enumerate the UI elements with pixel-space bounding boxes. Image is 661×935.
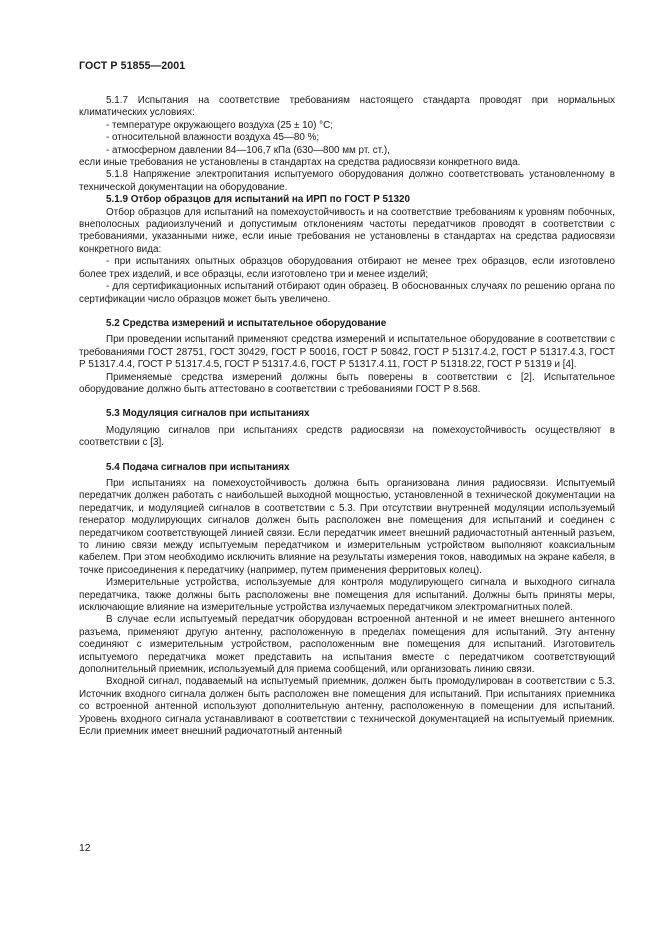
heading-5-2: 5.2 Средства измерений и испытательное оборудование: [106, 317, 387, 329]
heading-5-3: 5.3 Модуляция сигналов при испытаниях: [106, 408, 310, 420]
list-item: - для сертификационных испытаний отбирают один образец. В обоснованных случаях по решению органа по сертификации число образцов может быть увеличено.: [79, 281, 615, 305]
paragraph-5-1-7-tail: если иные требования не установлены в стандартах на средства радиосвязи конкретного вида.: [79, 157, 521, 169]
paragraph-5-4-radio-link: При испытаниях на помехоустойчивость должна быть организована линия радиосвязи. Испытуемый передатчик должен работать с наибольшей выходной мощностью, установленной в технической документации на передатчик, и модуляцией сигналов в соответствии с 5.3. При отсутствии внутренней модуляции используемый генератор модулирующих сигналов должен быть расположен вне помещения для испытаний и соединен с передатчиком соответствующей линией связи. Если передатчик имеет внешний радиочастотный антенный разъем, то линию связи между испытуемым передатчиком и измерительным устройством выполняют коаксиальным кабелем. При этом необходимо исключить влияние на результаты измерения токов, наводимых на экране кабеля, в точке присоединения к передатчику (например, путем применения ферритовых колец).: [79, 477, 615, 576]
document-header: ГОСТ Р 51855—2001: [79, 60, 186, 72]
paragraph-5-1-8: 5.1.8 Напряжение электропитания испытуемого оборудования должно соответствовать установленному в технической документации на оборудование.: [79, 169, 615, 193]
heading-5-4: 5.4 Подача сигналов при испытаниях: [106, 461, 290, 473]
heading-5-1-9: 5.1.9 Отбор образцов для испытаний на ИРП по ГОСТ Р 51320: [106, 194, 410, 206]
paragraph-5-2-standards: При проведении испытаний применяют средства измерений и испытательное оборудование в соответствии с требованиями ГОСТ 28751, ГОСТ 30429, ГОСТ Р 50016, ГОСТ Р 50842, ГОСТ Р 51317.4.2, ГОСТ Р 51317.4.3, ГОСТ Р 51317.4.4, ГОСТ Р 51317.4.5, ГОСТ Р 51317.4.6, ГОСТ Р 51317.4.11, ГОСТ Р 51318.22, ГОСТ Р 51319 и [4].: [79, 334, 615, 371]
list-item: - температуре окружающего воздуха (25 ± 10) °С;: [106, 119, 333, 131]
paragraph-5-3: Модуляцию сигналов при испытаниях средств радиосвязи на помехоустойчивость осуществляют в соответствии с [3].: [79, 424, 615, 449]
list-item: - при испытаниях опытных образцов оборудования отбирают не менее трех образцов, если изготовлено более трех изделий, и все образцы, если изготовлено три и менее изделий;: [79, 256, 615, 280]
paragraph-5-4-input-signal: Входной сигнал, подаваемый на испытуемый приемник, должен быть промодулирован в соответствии с 5.3. Источник входного сигнала должен быть расположен вне помещения для испытаний. При испытаниях приемника со встроенной антенной используют дополнительную антенну, расположенную в помещении для испытаний. Уровень входного сигнала устанавливают в соответствии с технической документацией на испытуемый приемник. Если приемник имеет внешний радиочатотный антенный: [79, 676, 615, 738]
paragraph-5-4-built-in-antenna: В случае если испытуемый передатчик оборудован встроенной антенной и не имеет внешнего антенного разъема, применяют другую антенну, расположенную в пределах помещения для испытаний. Эту антенну соединяют с измерительным устройством, расположенным вне помещения для испытаний. Изготовитель испытуемого передатчика может представить на испытания вместе с передатчиком соответствующий дополнительный приемник, используемый для приема сообщений, или организовать линию связи.: [79, 614, 615, 676]
list-item: - атмосферном давлении 84—106,7 кПа (630—800 мм рт. ст.),: [106, 144, 390, 156]
paragraph-5-1-7: 5.1.7 Испытания на соответствие требованиям настоящего стандарта проводят при нормальных климатических условиях:: [79, 95, 615, 119]
paragraph-5-1-9: Отбор образцов для испытаний на помехоустойчивость и на соответствие требованиям к уровням побочных, внеполосных радиоизлучений и допустимым отклонениям частоты передатчиков проводят в соответствии с требованиями, указанными ниже, если иные требования не установлены в стандартах на средства радиосвязи конкретного вида:: [79, 206, 615, 255]
paragraph-5-2-verification: Применяемые средства измерений должны быть поверены в соответствии с [2]. Испытательное оборудование должно быть аттестовано в соответствии с требованиями ГОСТ Р 8.568.: [79, 371, 615, 395]
page-number: 12: [79, 843, 91, 854]
list-item: - относительной влажности воздуха 45—80 %;: [106, 132, 320, 144]
page-body: [79, 95, 615, 739]
paragraph-5-4-measuring-devices: Измерительные устройства, используемые для контроля модулирующего сигнала и выходного сигнала передатчика, также должны быть расположены вне помещения для испытаний. Должны быть приняты меры, исключающие влияние на измерительные устройства излучаемых передатчиком электромагнитных полей.: [79, 577, 615, 614]
